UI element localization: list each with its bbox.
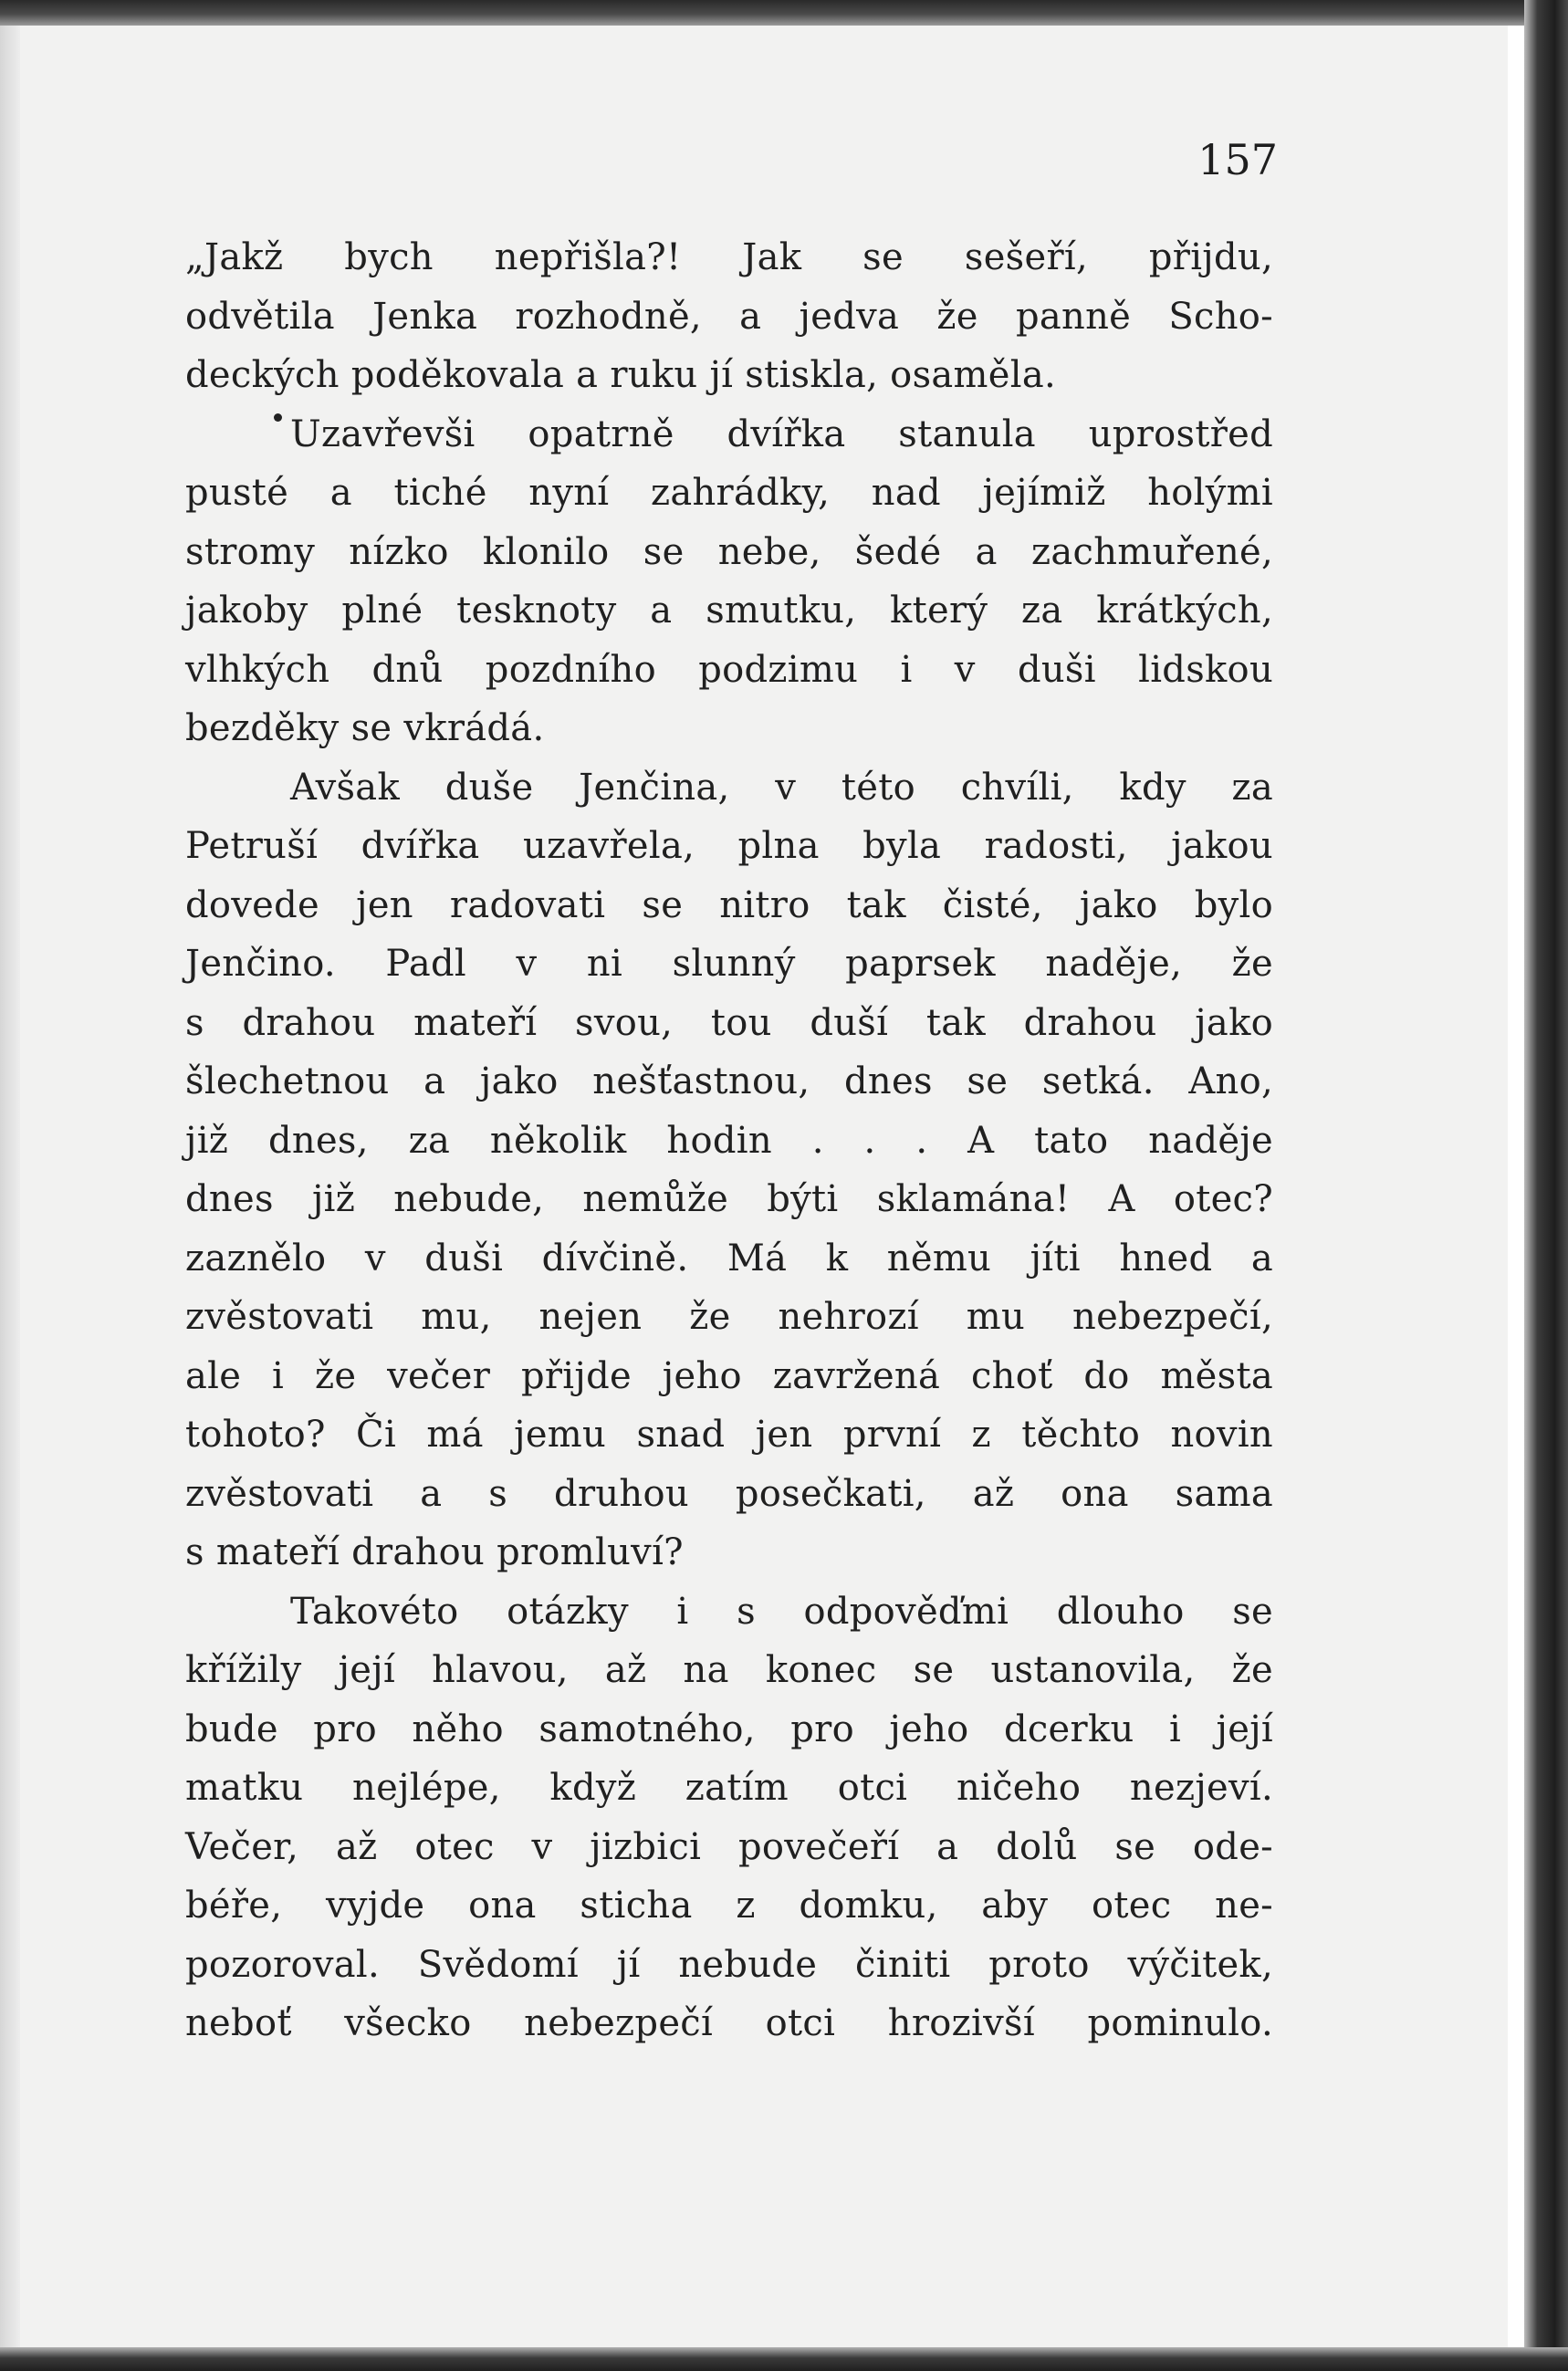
text-line: Večer, až otec v jizbici povečeří a dolů se ode-	[185, 1825, 1273, 1868]
text-line: šlechetnou a jako nešťastnou, dnes se setká. Ano,	[185, 1060, 1273, 1102]
text-line: bezděky se vkrádá.	[185, 707, 545, 749]
page-number: 157	[1197, 135, 1278, 184]
text-line: vlhkých dnů pozdního podzimu i v duši lidskou	[185, 648, 1273, 691]
text-line: matku nejlépe, když zatím otci ničeho nezjeví.	[185, 1767, 1273, 1809]
text-line: stromy nízko klonilo se nebe, šedé a zachmuřené,	[185, 530, 1273, 573]
scan-edge-top	[0, 0, 1568, 26]
text-line: odvětila Jenka rozhodně, a jedva že panně Scho-	[185, 295, 1273, 338]
text-line: pozoroval. Svědomí jí nebude činiti proto výčitek,	[185, 1943, 1273, 1986]
text-line: deckých poděkovala a ruku jí stiskla, osaměla.	[185, 354, 1056, 396]
text-line: béře, vyjde ona sticha z domku, aby otec ne-	[185, 1885, 1273, 1927]
scan-edge-left	[0, 0, 20, 2371]
text-line: jakoby plné tesknoty a smutku, který za krátkých,	[185, 590, 1273, 632]
scan-edge-bottom	[0, 2347, 1568, 2371]
text-line: Avšak duše Jenčina, v této chvíli, kdy za	[290, 766, 1273, 809]
text-line: Takovéto otázky i s odpověďmi dlouho se	[290, 1590, 1273, 1633]
text-line: Jenčino. Padl v ni slunný paprsek naděje, že	[185, 943, 1273, 985]
text-line: již dnes, za několik hodin . . . A tato naděje	[185, 1119, 1273, 1162]
text-line: „Jakž bych nepřišla?! Jak se sešeří, přijdu,	[185, 236, 1273, 278]
scan-edge-right	[1524, 0, 1568, 2371]
text-line: zaznělo v duši dívčině. Má k němu jíti hned a	[185, 1237, 1273, 1280]
text-line: s mateří drahou promluví?	[185, 1531, 684, 1573]
text-line: s drahou mateří svou, tou duší tak drahou jako	[185, 1001, 1273, 1044]
text-line: Uzavřevši opatrně dvířka stanula uprostřed	[290, 413, 1273, 455]
text-line: Petruší dvířka uzavřela, plna byla radosti, jakou	[185, 825, 1273, 867]
text-line: pusté a tiché nyní zahrádky, nad jejímiž holými	[185, 472, 1273, 514]
text-line: neboť všecko nebezpečí otci hrozivší pominulo.	[185, 2002, 1273, 2044]
text-line: ale i že večer přijde jeho zavržená choť do města	[185, 1354, 1273, 1397]
body-text	[185, 228, 1273, 2053]
text-line: tohoto? Či má jemu snad jen první z těchto novin	[185, 1414, 1273, 1456]
text-line: zvěstovati a s druhou posečkati, až ona sama	[185, 1472, 1273, 1515]
text-line: bude pro něho samotného, pro jeho dcerku i její	[185, 1708, 1273, 1750]
text-line: dovede jen radovati se nitro tak čisté, jako bylo	[185, 883, 1273, 926]
text-line: dnes již nebude, nemůže býti sklamána! A otec?	[185, 1178, 1273, 1220]
text-line: křížily její hlavou, až na konec se ustanovila, že	[185, 1649, 1273, 1691]
text-line: zvěstovati mu, nejen že nehrozí mu nebezpečí,	[185, 1296, 1273, 1338]
